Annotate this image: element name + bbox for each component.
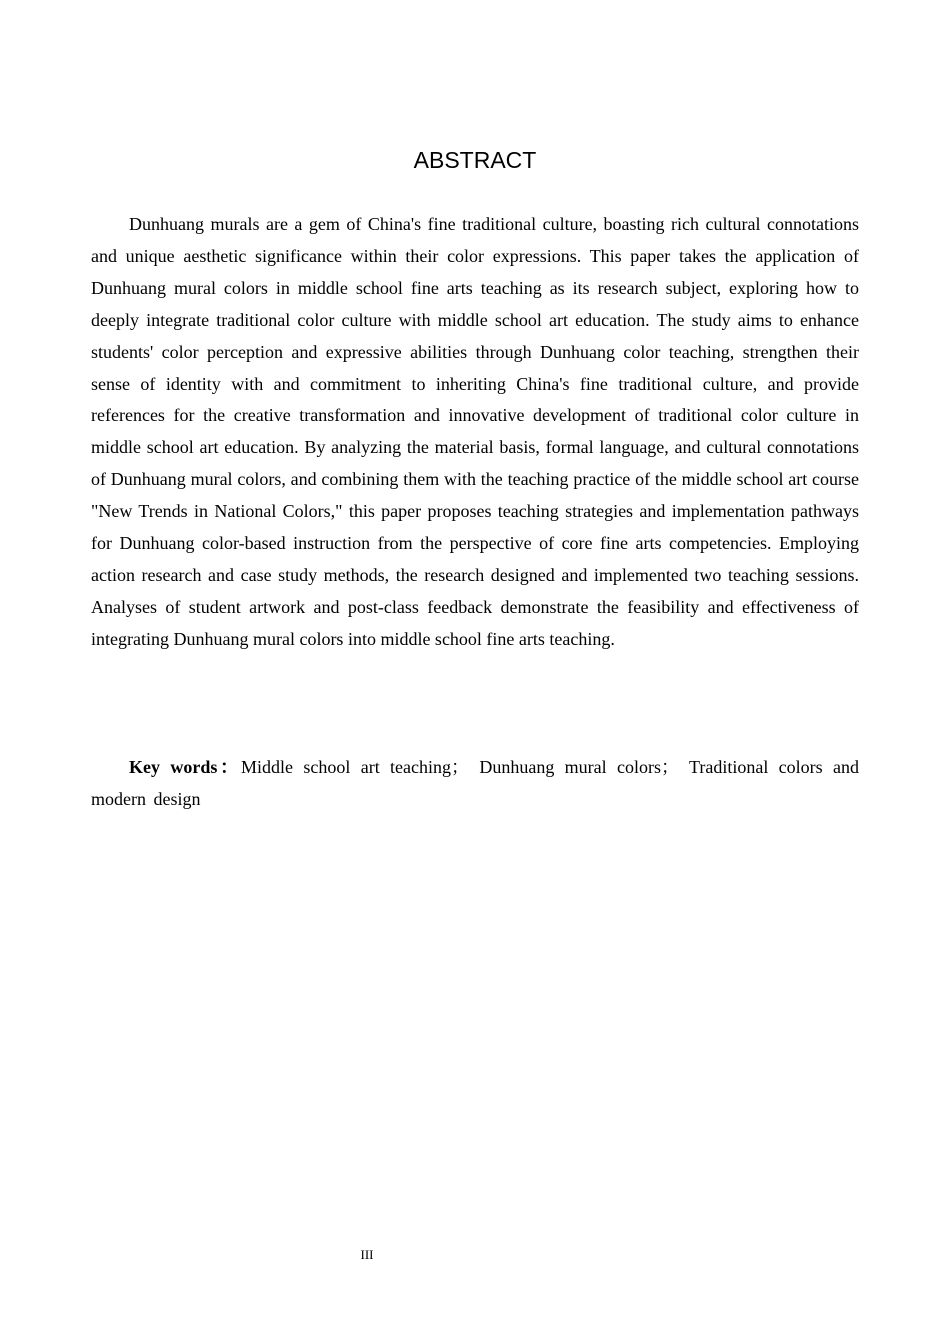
abstract-title: ABSTRACT — [413, 147, 537, 173]
keywords-label: Key words： — [129, 757, 242, 777]
keywords-text: Middle school art teaching； Dunhuang mural colors； Traditional colors and modern design — [91, 757, 860, 809]
keywords-paragraph — [91, 752, 859, 816]
page-number: III — [360, 1247, 374, 1262]
abstract-body: Dunhuang murals are a gem of China's fine traditional culture, boasting rich cultural connotations and unique aesthetic significance within their color expressions. This paper takes the application of Dunhuang mural colors in middle school fine arts teaching as its research subject, exploring how to deeply integrate traditional color culture with middle school art education. The study aims to enhance students' color perception and expressive abilities through Dunhuang color teaching, strengthen their sense of identity with and commitment to inheriting China's fine traditional culture, and provide references for the creative transformation and innovative development of traditional color culture in middle school art education. By analyzing the material basis, formal language, and cultural connotations of Dunhuang mural colors, and combining them with the teaching practice of the middle school art course "New Trends in National Colors," this paper proposes teaching strategies and implementation pathways for Dunhuang color-based instruction from the perspective of core fine arts competencies. Employing action research and case study methods, the research designed and implemented two teaching sessions. Analyses of student artwork and post-class feedback demonstrate the feasibility and effectiveness of integrating Dunhuang mural colors into middle school fine arts teaching. — [91, 214, 859, 649]
